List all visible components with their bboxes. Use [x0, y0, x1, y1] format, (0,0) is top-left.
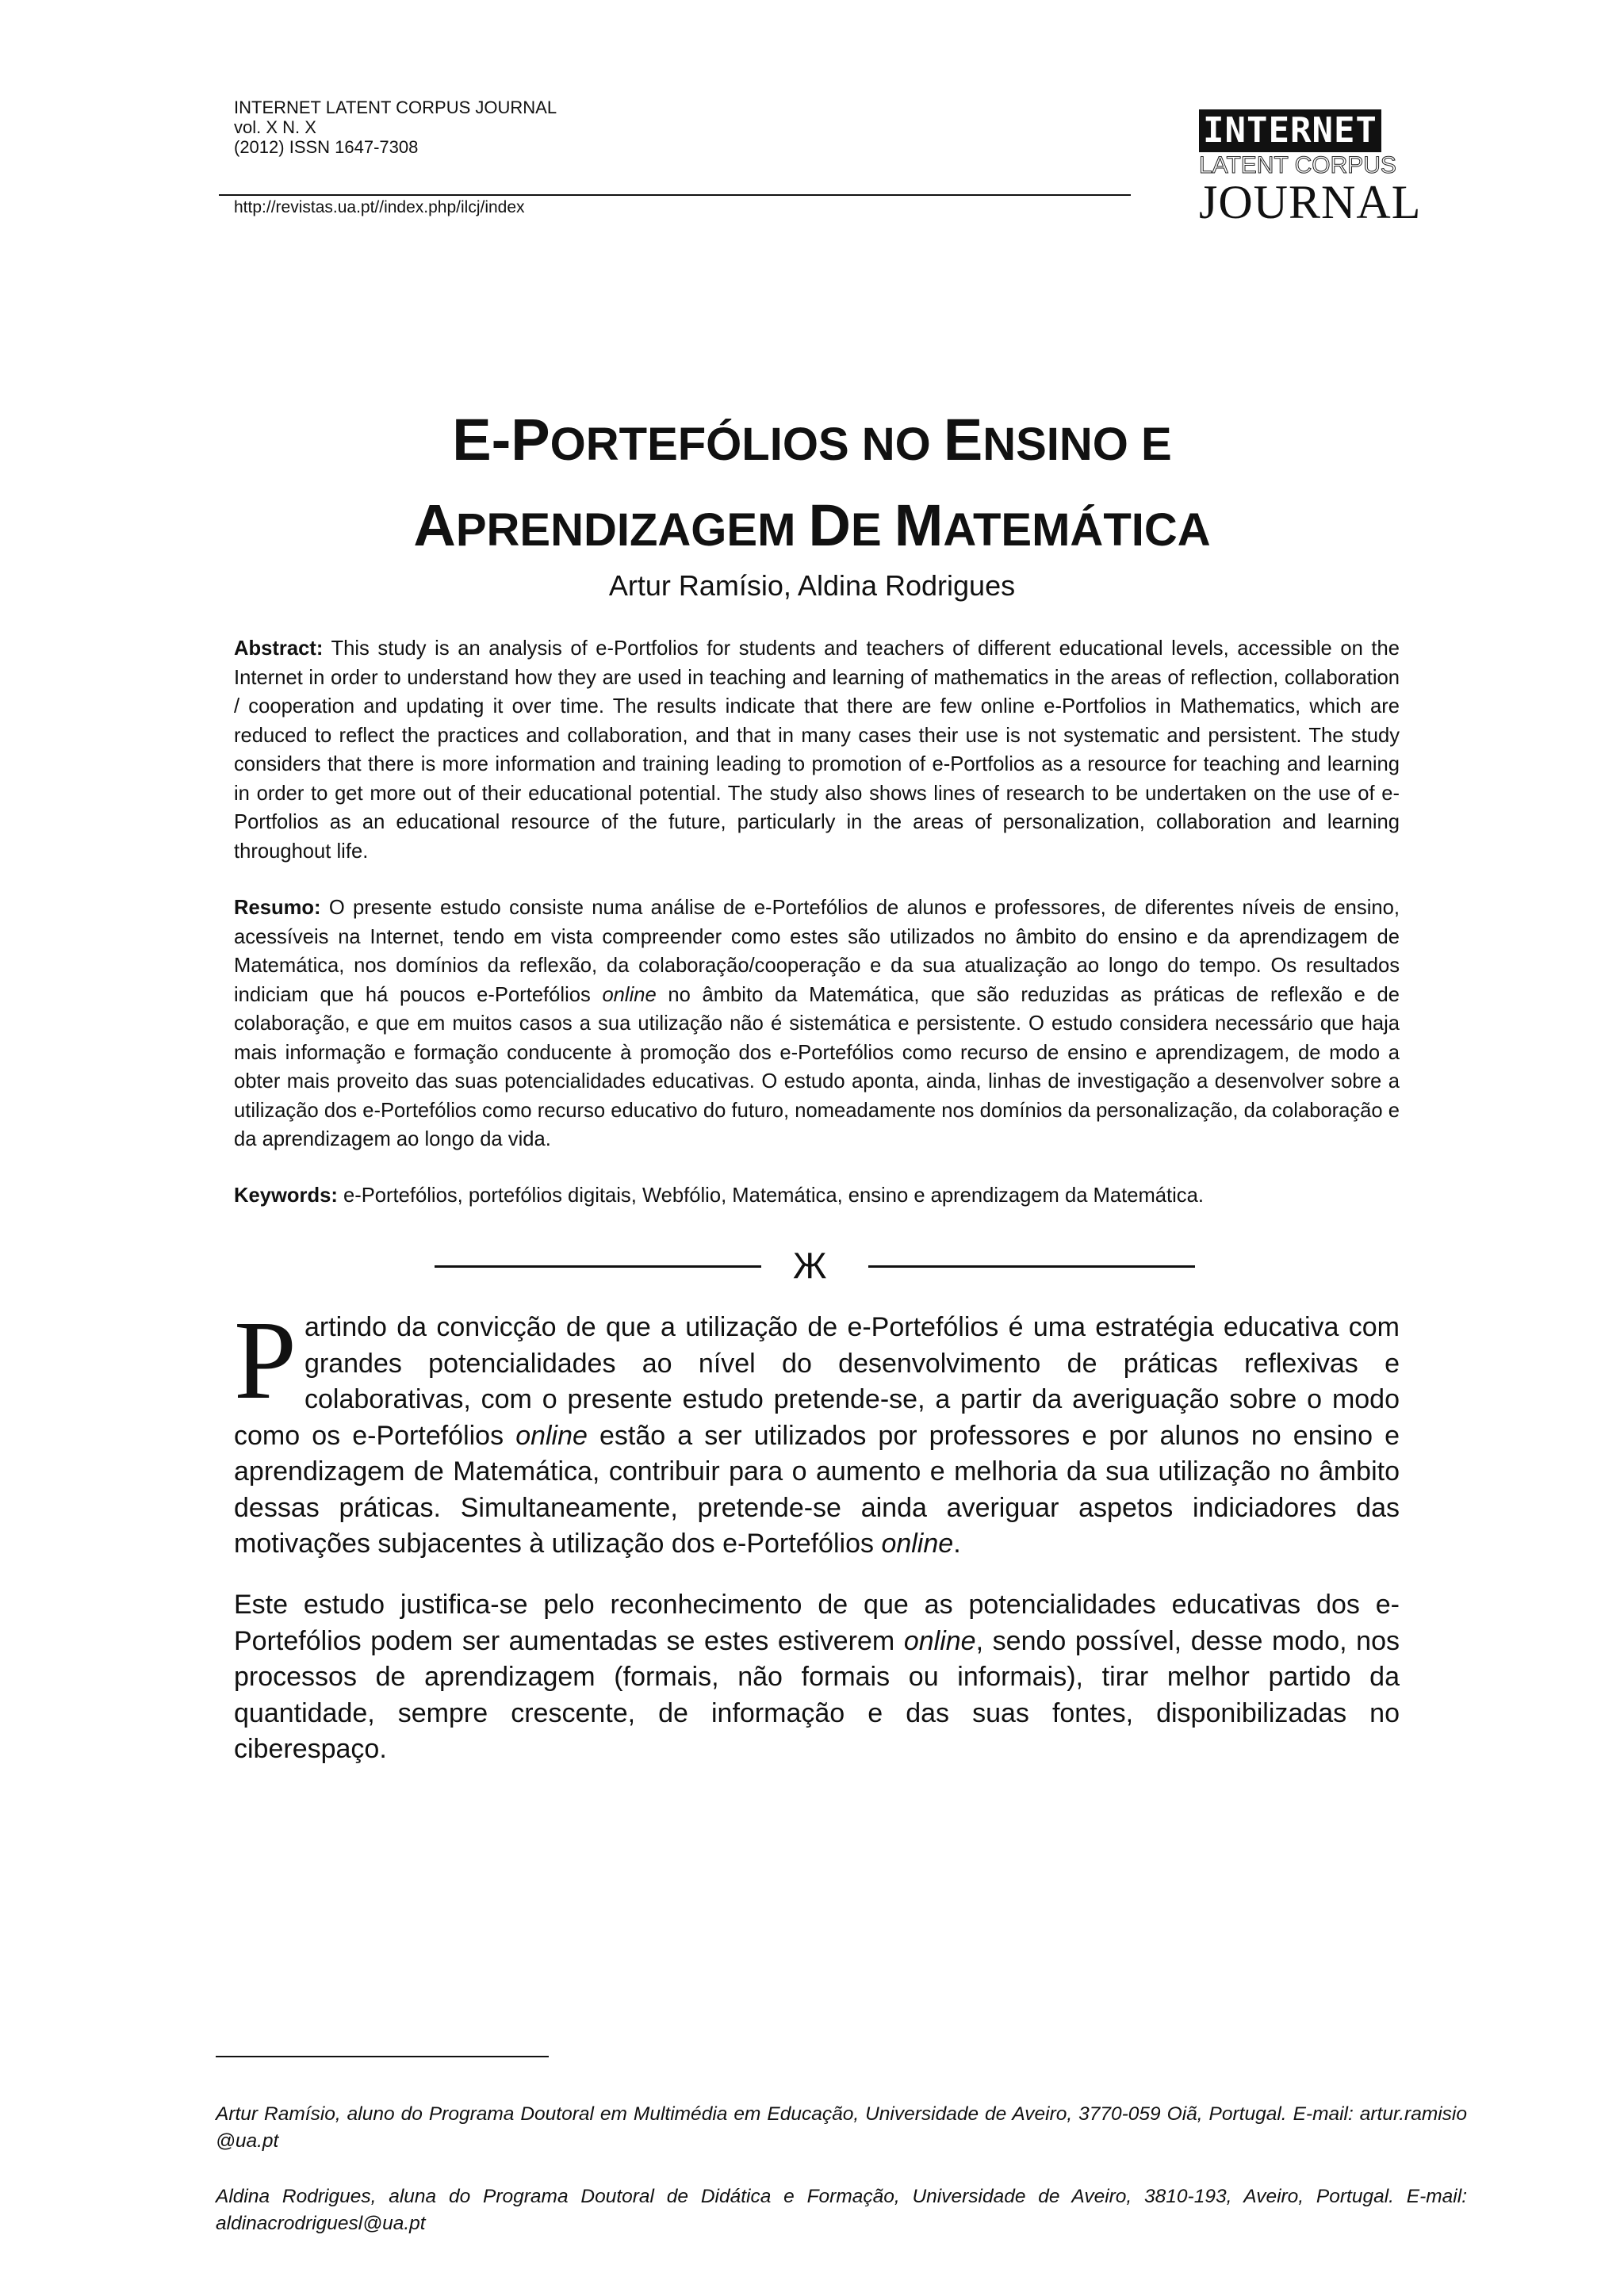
- body-text: artindo da convicção de que a utilização de e-Portefólios é uma estratégia educativa com grandes potencialidades ao nível do desenvolvimento de práticas reflexivas e colaborativas, com o presente estudo pretende-se, a partir da averiguação sobre o modo como os e-Portefólios: [234, 1312, 1400, 1451]
- keywords-text: e-Portefólios, portefólios digitais, Webfólio, Matemática, ensino e aprendizagem da Matemática.: [343, 1184, 1204, 1207]
- article-authors: Artur Ramísio, Aldina Rodrigues: [608, 569, 1016, 602]
- resumo: [234, 894, 1400, 1154]
- resumo-text-part-2: no âmbito da Matemática, que são reduzidas as práticas de reflexão e de colaboração, e que em muitos casos a sua utilização não é sistemática e persistente. O estudo considera necessário que haja mais informação e formação conducente à promoção dos e-Portefólios como recurso de ensino e aprendizagem, de modo a obter mais proveito das suas potencialidades educativas. O estudo aponta, ainda, linhas de investigação a desenvolver sobre a utilização dos e-Portefólios como recurso educativo do futuro, nomeadamente nos domínios da personalização, da colaboração e da aprendizagem ao longo da vida.: [234, 983, 1400, 1150]
- journal-name: INTERNET LATENT CORPUS JOURNAL: [234, 98, 557, 117]
- resumo-italic: online: [602, 983, 657, 1006]
- article-title-line-2: APRENDIZAGEM DE MATEMÁTICA: [413, 492, 1211, 558]
- separator-glyph: Ж: [793, 1245, 827, 1286]
- abstract-text: This study is an analysis of e-Portfolios for students and teachers of different educational levels, accessible on the Internet in order to understand how they are used in teaching and learning of mathematics in the areas of reflection, collaboration / cooperation and updating it over time. The results indicate that there are few online e-Portfolios in Mathematics, which are reduced to reflect the practices and collaboration, and that in many cases their use is not systematic and persistent. The study considers that there is more information and training leading to promotion of e-Portfolios as a resource for teaching and learning in order to get more out of their educational potential. The study also shows lines of research to be undertaken on the use of e-Portfolios as an educational resource of the future, particularly in the areas of personalization, collaboration and learning throughout life.: [234, 637, 1400, 863]
- body-text: .: [953, 1529, 961, 1559]
- footnote-rule: [216, 2056, 549, 2057]
- abstract-label: Abstract:: [234, 637, 324, 660]
- resumo-label: Resumo:: [234, 897, 321, 919]
- footnote-author-2: Aldina Rodrigues, aluna do Programa Doutoral de Didática e Formação, Universidade de Aveiro, 3810-193, Aveiro, Portugal. E-mail: aldinacrodriguesl@ua.pt: [216, 2186, 1467, 2234]
- body-text: estão a ser utilizados por professores e por alunos no ensino e aprendizagem de Matemática, contribuir para o aumento e melhoria da sua utilização no âmbito dessas práticas. Simultaneamente, pretende-se ainda averiguar aspetos indiciadores das motivações subjacentes à utilização dos e-Portefólios: [234, 1420, 1400, 1559]
- logo-line-latent-corpus: LATENT CORPUS: [1199, 152, 1396, 178]
- body-italic: online: [881, 1529, 954, 1559]
- body-text: Este estudo justifica-se pelo reconhecimento de que as potencialidades educativas dos e-Portefólios podem ser aumentadas se estes estiverem: [234, 1590, 1400, 1656]
- keywords: [234, 1181, 1400, 1211]
- resumo-text-part-1: O presente estudo consiste numa análise de e-Portefólios de alunos e professores, de diferentes níveis de ensino, acessíveis na Internet, tendo em vista compreender como estes são utilizados no âmbito do ensino e da aprendizagem de Matemática, nos domínios da reflexão, da colaboração/cooperação e da sua atualização ao longo do tempo. Os resultados indiciam que há poucos e-Portefólios: [234, 897, 1400, 1006]
- logo-line-internet: INTERNET: [1199, 109, 1381, 152]
- abstract: [234, 634, 1400, 866]
- journal-logo: [1199, 109, 1422, 228]
- separator-line-left: [435, 1265, 761, 1268]
- logo-line-journal: JOURNAL: [1199, 176, 1422, 228]
- journal-header: [234, 98, 557, 157]
- journal-url: http://revistas.ua.pt//index.php/ilcj/index: [234, 198, 525, 216]
- drop-cap: P: [234, 1297, 297, 1422]
- body-text: , sendo possível, desse modo, nos processos de aprendizagem (formais, não formais ou informais), tirar melhor partido da quantidade, sempre crescente, de informação e das suas fontes, disponibilizadas no ciberespaço.: [234, 1625, 1400, 1764]
- keywords-label: Keywords:: [234, 1184, 338, 1207]
- body-paragraph-2: [234, 1587, 1400, 1768]
- body-italic: online: [515, 1420, 588, 1451]
- header-rule: [219, 194, 1131, 196]
- body-italic: online: [903, 1625, 976, 1656]
- journal-volume: vol. X N. X: [234, 117, 316, 137]
- body-paragraph-1: [234, 1297, 1400, 1563]
- footnote-author-1: Artur Ramísio, aluno do Programa Doutoral em Multimédia em Educação, Universidade de Aveiro, 3770-059 Oiã, Portugal. E-mail: artur.ramisio @ua.pt: [216, 2103, 1467, 2152]
- separator-line-right: [868, 1265, 1195, 1268]
- journal-issn: (2012) ISSN 1647-7308: [234, 137, 419, 157]
- article-title-line-1: E-PORTEFÓLIOS NO ENSINO E: [452, 407, 1172, 473]
